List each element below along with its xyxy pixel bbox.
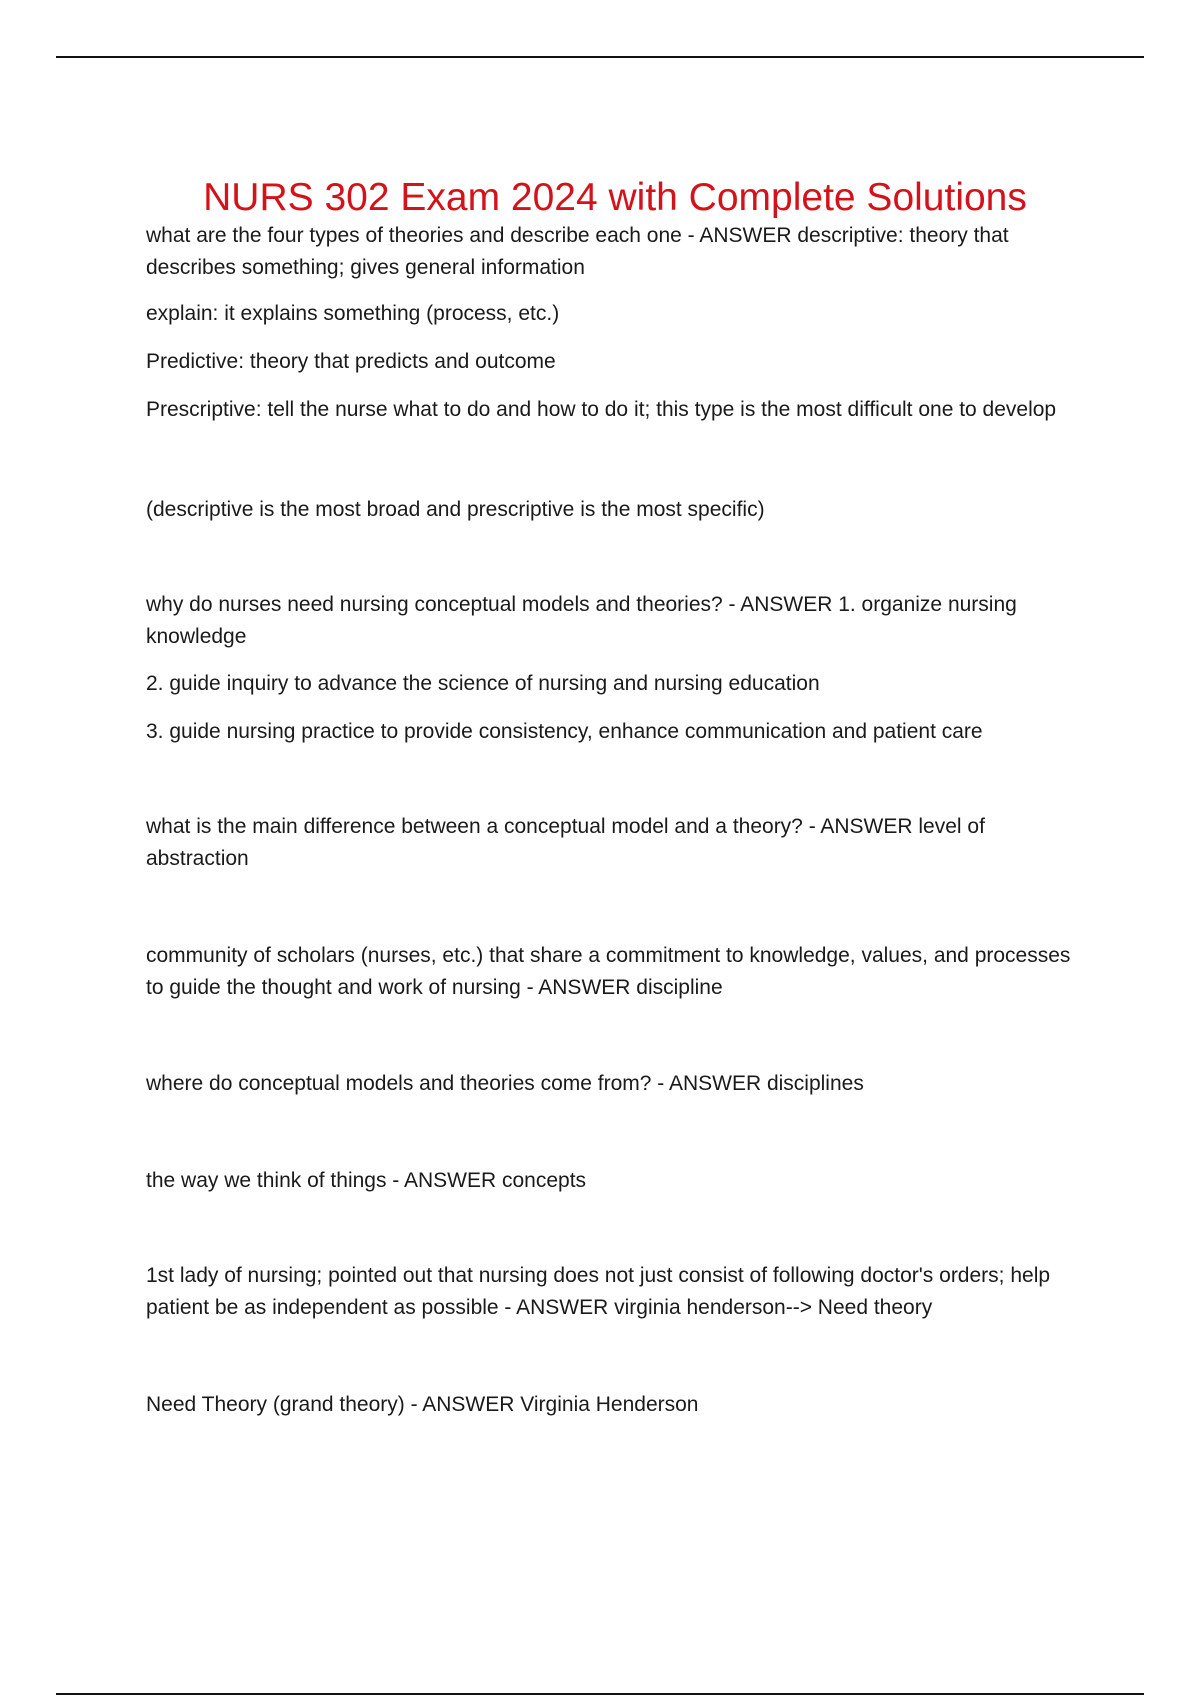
- paragraph: 1st lady of nursing; pointed out that nursing does not just consist of following doctor's orders; help patient be as independent as possible - ANSWER virginia henderson--> Need theory: [146, 1264, 1051, 1319]
- paragraph: explain: it explains something (process, etc.): [146, 302, 560, 325]
- paragraph: why do nurses need nursing conceptual models and theories? - ANSWER 1. organize nursing knowledge: [146, 593, 1017, 648]
- bottom-rule: [56, 1693, 1144, 1695]
- paragraph: Need Theory (grand theory) - ANSWER Virginia Henderson: [146, 1393, 699, 1416]
- paragraph: where do conceptual models and theories come from? - ANSWER disciplines: [146, 1072, 864, 1095]
- paragraph: (descriptive is the most broad and prescriptive is the most specific): [146, 498, 765, 521]
- paragraph: what are the four types of theories and describe each one - ANSWER descriptive: theory that describes something; gives general information: [146, 224, 1009, 279]
- document-title: NURS 302 Exam 2024 with Complete Solutions: [203, 176, 1027, 220]
- top-rule: [56, 56, 1144, 58]
- paragraph: the way we think of things - ANSWER concepts: [146, 1169, 587, 1192]
- paragraph: Prescriptive: tell the nurse what to do and how to do it; this type is the most difficult one to develop: [146, 398, 1057, 421]
- paragraph: what is the main difference between a conceptual model and a theory? - ANSWER level of abstraction: [146, 815, 985, 870]
- paragraph: community of scholars (nurses, etc.) that share a commitment to knowledge, values, and processes to guide the thought and work of nursing - ANSWER discipline: [146, 944, 1071, 999]
- document-body: [146, 220, 1086, 1421]
- paragraph: Predictive: theory that predicts and outcome: [146, 350, 556, 373]
- paragraph: 2. guide inquiry to advance the science of nursing and nursing education: [146, 672, 820, 695]
- paragraph: 3. guide nursing practice to provide consistency, enhance communication and patient care: [146, 720, 983, 743]
